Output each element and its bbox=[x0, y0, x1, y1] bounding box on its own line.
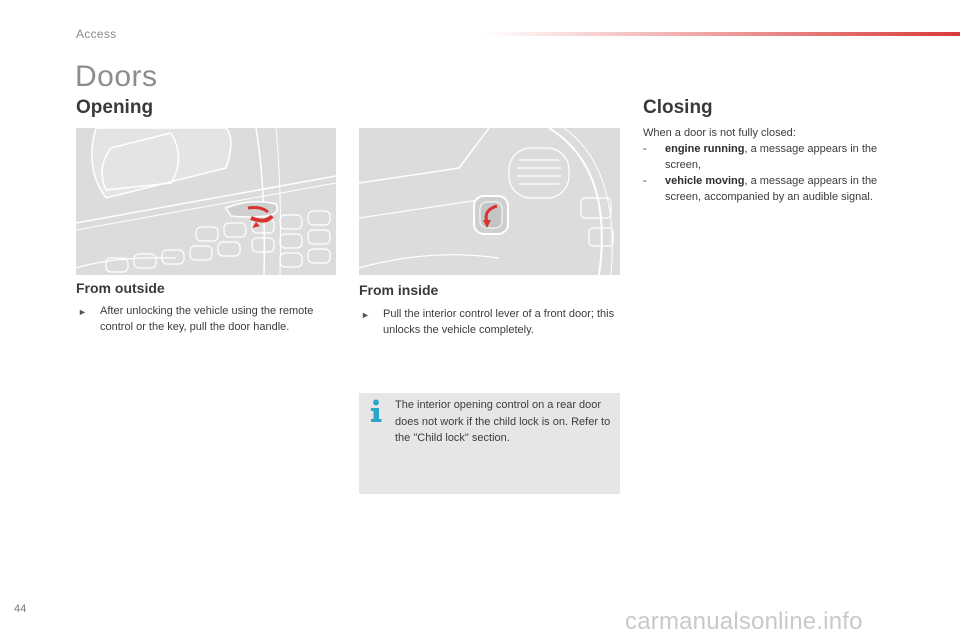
list-item-rest: , a message appears in the screen, bbox=[665, 143, 878, 171]
list-item-text bbox=[665, 173, 893, 205]
outside-door-illustration bbox=[76, 128, 336, 275]
list-item-text bbox=[665, 141, 893, 173]
info-icon bbox=[369, 399, 383, 423]
closing-item-engine-running bbox=[643, 141, 893, 173]
watermark: carmanualsonline.info bbox=[625, 608, 863, 635]
pointer-triangle-icon: ► bbox=[361, 310, 370, 320]
header-accent-bar bbox=[485, 32, 960, 36]
section-label: Access bbox=[76, 27, 117, 41]
from-outside-text: After unlocking the vehicle using the remote control or the key, pull the door handle. bbox=[100, 305, 314, 333]
info-box bbox=[359, 393, 620, 494]
page-title: Doors bbox=[75, 60, 158, 93]
inside-door-illustration bbox=[359, 128, 620, 275]
list-item-bold: engine running bbox=[665, 143, 745, 155]
page-number: 44 bbox=[14, 603, 27, 615]
opening-heading: Opening bbox=[76, 97, 154, 118]
from-inside-instruction bbox=[361, 306, 623, 338]
closing-item-vehicle-moving bbox=[643, 173, 893, 205]
list-item-rest: , a message appears in the screen, accompanied by an audible signal. bbox=[665, 175, 878, 203]
from-inside-heading: From inside bbox=[359, 282, 439, 298]
closing-heading: Closing bbox=[643, 97, 713, 118]
from-outside-instruction bbox=[78, 303, 323, 335]
from-inside-text: Pull the interior control lever of a front door; this unlocks the vehicle completely. bbox=[383, 308, 615, 336]
list-dash: - bbox=[643, 175, 647, 187]
pointer-triangle-icon: ► bbox=[78, 307, 87, 317]
from-outside-heading: From outside bbox=[76, 280, 165, 296]
info-text: The interior opening control on a rear door does not work if the child lock is on. Refer to the "Child lock" section. bbox=[395, 399, 611, 444]
list-item-bold: vehicle moving bbox=[665, 175, 745, 187]
closing-intro: When a door is not fully closed: bbox=[643, 127, 796, 139]
list-dash: - bbox=[643, 143, 647, 155]
